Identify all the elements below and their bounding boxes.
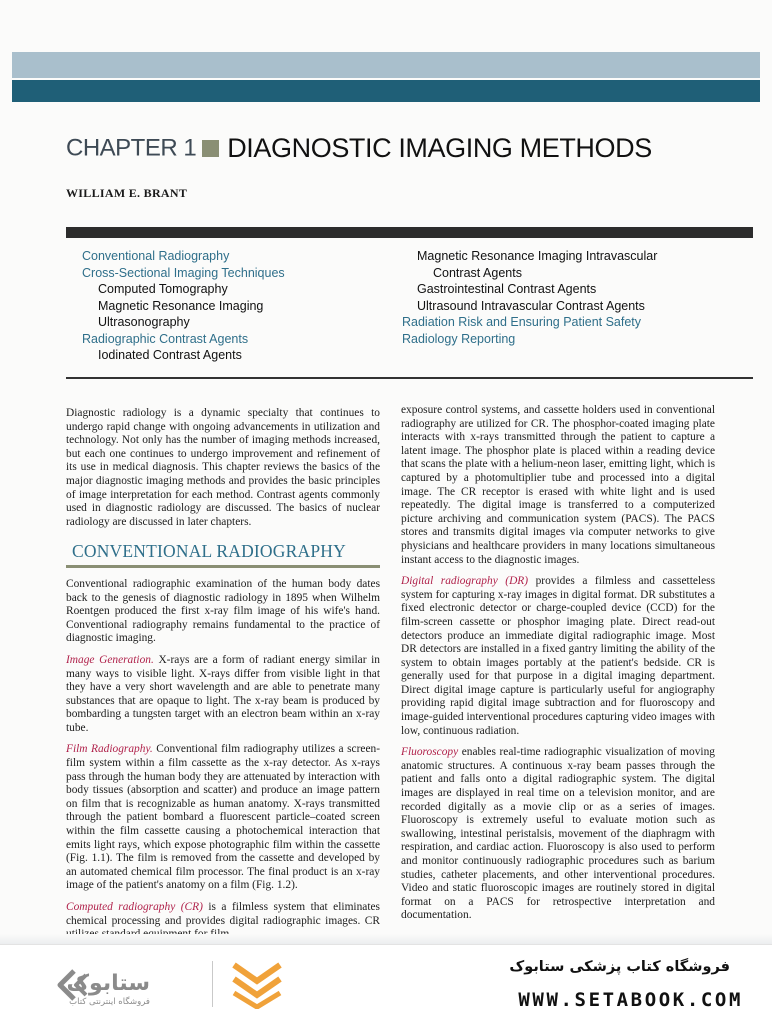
toc-item[interactable]: Conventional Radiography (82, 249, 230, 263)
digital-radiography-text: provides a filmless and cassetteless system for capturing x-ray images in digital format. DR substitutes a fixed electronic detector or charge-coupled device (CCD) for the film-screen cassette or phosphor imaging plate. Direct read-out detectors produce an immediate digital radiographic image. Most DR detectors are installed in a fixed gantry limiting the ability of the system to obtain images portably at the patient's bedside. CR is generally used for that purpose in a digital imaging department. Direct digital image capture is particularly useful for angiography providing rapid digital image subtraction and for fluoroscopy and image-guided interventional procedures capturing video images with low, continuous radiation. (401, 575, 715, 737)
chapter-label: CHAPTER 1 (66, 134, 197, 162)
computed-radiography-text: is a filmless system that eliminates chemical processing and provides digital radiographic images. CR (66, 901, 380, 927)
watermark-footer (0, 944, 772, 1023)
fluoroscopy-lead: Fluoroscopy (401, 746, 459, 759)
image-generation-lead: Image Generation. (66, 653, 154, 666)
author-name: WILLIAM E. BRANT (66, 186, 188, 200)
toc-item[interactable]: Computed Tomography (98, 282, 228, 296)
toc-item[interactable]: Radiographic Contrast Agents (82, 331, 249, 346)
body-right-column (401, 404, 715, 931)
section-heading: CONVENTIONAL RADIOGRAPHY (72, 541, 346, 562)
logo-subtitle: فروشگاه اینترنتی کتاب (69, 997, 150, 1007)
fluoroscopy-text: enables real-time radiographic visualization of moving anatomic structures. A continuous x-ray beam passes through the patient and falls onto a digital radiographic system. The digital images are displayed in real time on a television monitor, and are recorded digitally as a movie clip or as a series of images. Fluoroscopy is extremely useful to evaluate motion such as swallowing, intestinal peristalsis, movement of the diaphragm with respiration, and cardiac action. Fluoroscopy is also used to perform and monitor continuously radiographic procedures such as barium studies, catheter placements, and other interventional procedures. Video and static fluoroscopic images are routinely stored in digital format on a PACS for retrospective interpretation and documentation. (401, 746, 715, 922)
fluoroscopy-paragraph (401, 746, 715, 923)
intro-paragraph: Diagnostic radiology is a dynamic specialty that continues to undergo rapid change with ongoing advancements in utilization and technology. Not only has the number of imaging methods increased, but each one continues to undergo improvement and refinement of its use in medical diagnosis. This chapter reviews the basics of the major diagnostic imaging methods and provides the basic principles of image interpretation for each method. Contrast agents commonly used in diagnostic radiology are discussed. The basics of nuclear radiology are discussed in later chapters. (66, 407, 380, 528)
chapter-heading (66, 133, 766, 167)
film-radiography-lead: Film Radiography. (66, 743, 153, 756)
image-generation-paragraph (66, 654, 380, 736)
logo-wordmark: ستابوک (66, 971, 150, 996)
conventional-intro-paragraph: Conventional radiographic examination of the human body dates back to the genesis of diagnostic radiology in 1895 when Wilhelm Roentgen produced the first x-ray film image of his wife's hand. Conventional radiography remains fundamental to the practice of diagnostic imaging. (66, 577, 380, 645)
toc-bottom-rule (66, 377, 753, 379)
logo-divider (212, 961, 213, 1007)
film-radiography-paragraph (66, 743, 380, 893)
chapter-square-icon (202, 140, 219, 157)
chapter-title: DIAGNOSTIC IMAGING METHODS (227, 133, 652, 163)
toc-left-column (82, 248, 392, 364)
section-heading-rule (66, 565, 380, 568)
toc-item[interactable]: Radiation Risk and Ensuring Patient Safety (402, 315, 642, 329)
toc-item[interactable]: Cross-Sectional Imaging Techniques (82, 265, 285, 280)
store-url-link[interactable]: WWW.SETABOOK.COM (518, 989, 743, 1011)
film-radiography-text: Conventional film radiography utilizes a screen-film system within a film cassette as the x-ray detector. As x-rays pass through the human body they are attenuated by interaction with body tissues (absorption and scatter) and produce an image pattern on film that is recognizable as human anatomy. X-rays transmitted through the patient bombard a fluorescent particle–coated screen within the film cassette causing a photochemical interaction that emits light rays, which expose photographic film within the cassette (Fig. 1.1). The film is removed from the cassette and developed by an automated chemical film processor. The final product is an x-ray image of the patient's anatomy on a film (Fig. 1.2). (66, 743, 380, 892)
toc-item[interactable]: Contrast Agents (433, 265, 522, 280)
chevron-logo-icon (226, 959, 288, 1009)
toc-item[interactable]: Ultrasonography (98, 315, 190, 329)
toc-item[interactable]: Magnetic Resonance Imaging (98, 298, 264, 313)
body-left-column (66, 407, 380, 950)
store-name: فروشگاه کتاب پزشکی ستابوک (509, 959, 730, 975)
toc-item[interactable]: Gastrointestinal Contrast Agents (417, 282, 597, 296)
computed-radiography-lead: Computed radiography (CR) (66, 901, 203, 913)
toc-item[interactable]: Magnetic Resonance Imaging Intravascular (417, 249, 658, 263)
digital-radiography-lead: Digital radiography (DR) (401, 575, 529, 588)
computed-radiography-continued: exposure control systems, and cassette holders used in conventional radiography are utilized for CR. The phosphor-coated imaging plate interacts with x-rays transmitted through the patient to capture a latent image. The phosphor plate is placed within a reading device that scans the plate with a helium-neon laser, emitting light, which is captured by a photomultiplier tube and processed into a digital image. The CR receptor is erased with white light and is used repeatedly. The digital image is transferred to a computerized picture archiving and communication system (PACS). The PACS stores and transmits digital images via computer networks to give physicians and healthcare providers in many locations simultaneous instant access to the diagnostic images. (401, 404, 715, 566)
toc-right-column (402, 248, 757, 347)
toc-top-bar (66, 227, 753, 238)
digital-radiography-paragraph (401, 575, 715, 738)
toc-item[interactable]: Ultrasound Intravascular Contrast Agents (417, 298, 645, 313)
toc-item[interactable]: Iodinated Contrast Agents (98, 348, 242, 362)
header-band-light (12, 52, 760, 78)
toc-item[interactable]: Radiology Reporting (402, 331, 516, 346)
image-generation-text: X-rays are a form of radiant energy similar in many ways to visible light. X-rays differ from visible light in that they have a very short wavelength and are able to penetrate many substances that are opaque to light. The x-ray beam is produced by bombarding a tungsten target with an electron beam within an x-ray tube. (66, 653, 380, 734)
setabook-logo[interactable] (52, 963, 162, 1007)
header-band-dark (12, 80, 760, 102)
